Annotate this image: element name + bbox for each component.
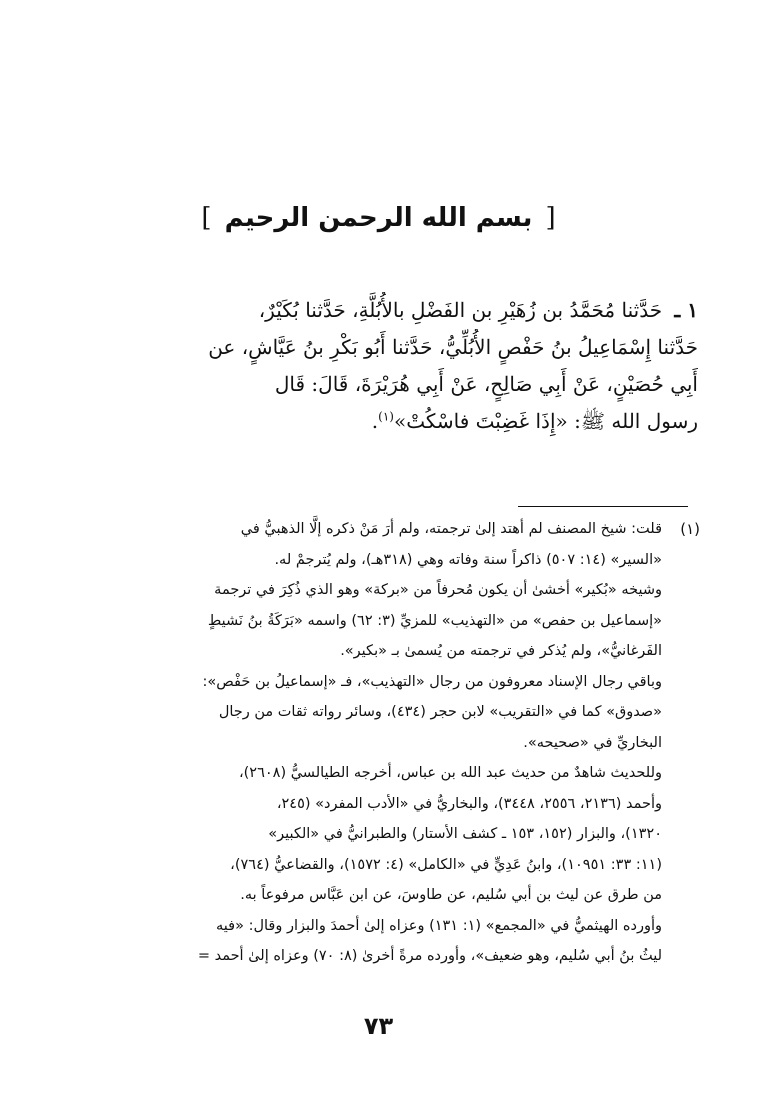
hadith-line: أَبِي حُصَيْنٍ، عَنْ أَبِي صَالِحٍ، عَنْ أَبِي هُرَيْرَةَ، قَالَ: قَال [274,372,698,396]
hadith-text [66,292,698,440]
footnote-line: وشيخه «بُكير» أخشىٰ أن يكون مُحرفاً من «بركة» وهو الذي ذُكِرَ في ترجمة [214,582,662,598]
hadith-end-punctuation: . [371,409,379,433]
footnote-line: وللحديث شاهدٌ من حديث عبد الله بن عباس، أخرجه الطيالسيُّ (٢٦٠٨)، [238,765,662,781]
hadith-line: حَدَّثنا إِسْمَاعِيلُ بنُ حَفْصٍ الأُبُلِّيُّ، حَدَّثنا أَبُو بَكْرِ بنُ عَيَّاشٍ، عن [208,335,698,359]
hadith-number: ١ ـ [674,298,698,322]
heading-text: بسم الله الرحمن الرحيم [224,203,533,233]
heading-close-bracket: ] [201,203,212,233]
footnote-divider [518,506,688,507]
footnote-line: «السير» (١٤: ٥٠٧) ذاكراً سنة وفاته وهي (٣١٨هـ)، ولم يُترجمْ له. [274,551,662,568]
footnote-line: قلت: شيخ المصنف لم أهتد إلىٰ ترجمته، ولم أرَ مَنْ ذكره إلَّا الذهبيُّ في [240,521,662,537]
footnote-line: وباقي رجال الإسناد معروفون من رجال «التهذيب»، فـ «إسماعيلُ بن حَفْص»: [202,673,662,690]
footnote-line: البخاريِّ في «صحيحه». [523,734,662,751]
footnote-line: وأحمد (٢١٣٦، ٢٥٥٦، ٣٤٤٨)، والبخاريُّ في «الأدب المفرد» (٢٤٥، [276,795,662,812]
footnote-line: (١١: ٣٣: ١٠٩٥١)، وابنُ عَدِيٍّ في «الكامل» (٤: ١٥٧٢)، والقضاعيُّ (٧٦٤)، [230,856,662,873]
footnote-line: ليثُ بنُ أبي سُليم، وهو ضعيف»، وأورده مرةً أخرىٰ (٨: ٧٠) وعزاه إلىٰ أحمد = [197,948,662,964]
hadith-line [66,292,698,329]
footnote-line: ١٣٢٠)، والبزار (١٥٢، ١٥٣ ـ كشف الأستار) والطبرانيُّ في «الكبير» [268,826,662,842]
footnote-line: «صدوق» كما في «التقريب» لابن حجر (٤٣٤)، وسائر رواته ثقات من رجال [218,704,662,720]
hadith-line-text: حَدَّثنا مُحَمَّدُ بن زُهَيْرِ بن الفَضْلِ بالأُبُلَّةِ، حَدَّثنا بُكَيْرٌ، [258,298,663,322]
footnotes-section [60,514,700,972]
hadith-last-line-text: رسول الله ﷺ: «إِذَا غَضِبْتَ فاسْكُتْ» [393,409,698,433]
basmala-heading [0,196,757,240]
footnote-body [60,514,662,972]
hadith-line [66,403,698,440]
footnote-line: من طرق عن ليث بن أبي سُليم، عن طاوسَ، عن ابن عَبَّاس مرفوعاً به. [240,887,662,903]
footnote-line: وأورده الهيثميُّ في «المجمع» (١: ١٣١) وعزاه إلىٰ أحمدَ والبزار وقال: «فيه [216,917,662,934]
footnote-marker: (١) [680,520,700,538]
footnote-line: «إسماعيل بن حفص» من «التهذيب» للمزيِّ (٣: ٦٢) واسمه «بَرَكَةُ بنُ نَشيطٍ [207,612,662,629]
footnote-reference[interactable]: (١) [378,409,394,424]
footnote-1 [60,514,700,972]
footnote-line: الفَرغانيُّ»، ولم يُذكر في ترجمته من يُسمىٰ بـ «بكير». [340,643,662,659]
page-number: ٧٣ [363,1012,394,1040]
heading-open-bracket: [ [545,203,556,233]
